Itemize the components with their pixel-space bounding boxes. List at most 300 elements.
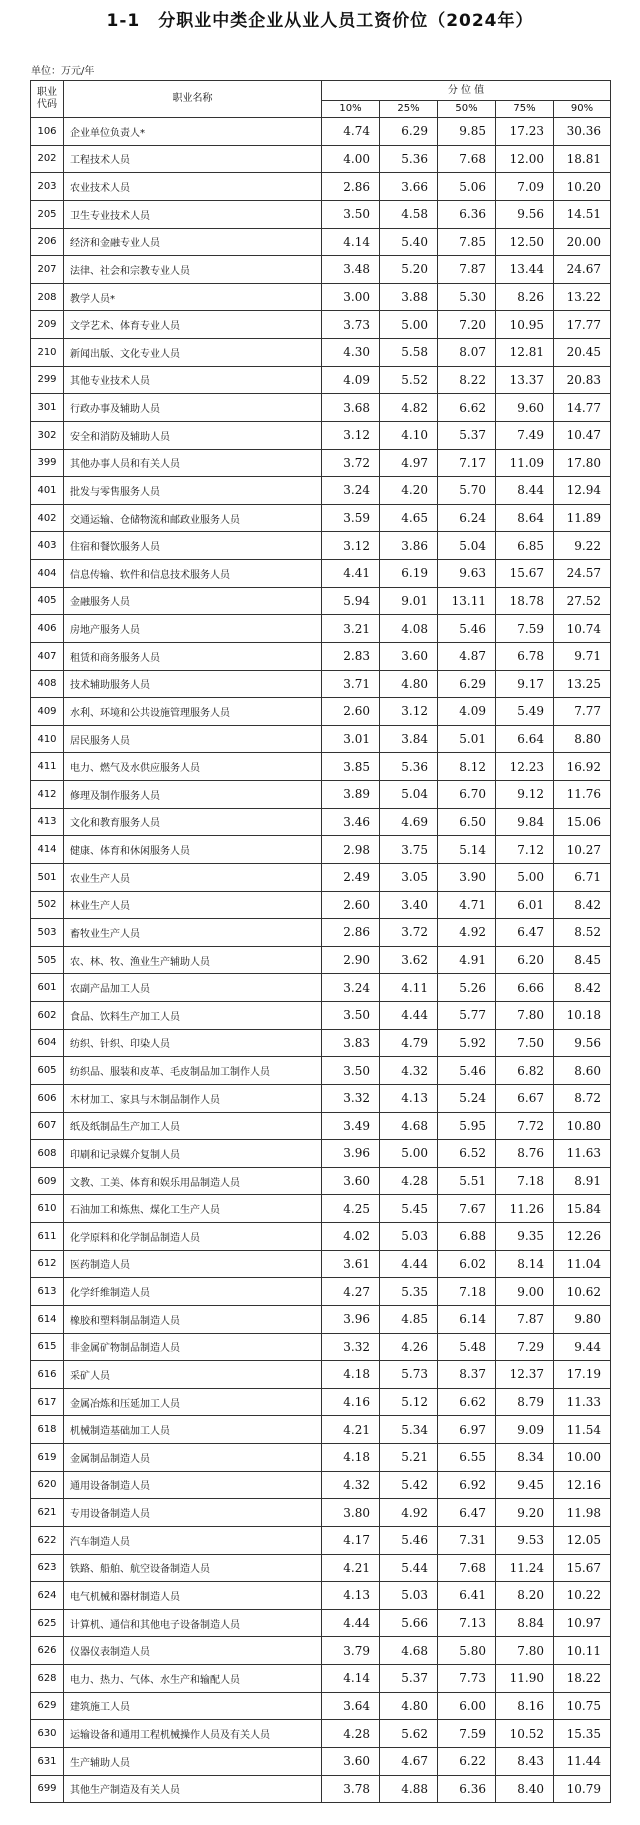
table-row: [31, 504, 611, 532]
value-p50: 7.20: [438, 311, 496, 339]
value-p50: 6.97: [438, 1416, 496, 1444]
table-row: [31, 1582, 611, 1610]
value-p25: 5.34: [380, 1416, 438, 1444]
value-p90: 10.22: [554, 1582, 611, 1610]
occupation-name: 林业生产人员: [64, 891, 322, 919]
value-p90: 18.22: [554, 1665, 611, 1693]
table-row: [31, 698, 611, 726]
occupation-code: 629: [31, 1692, 64, 1720]
table-row: [31, 228, 611, 256]
value-p10: 3.80: [322, 1499, 380, 1527]
value-p10: 2.86: [322, 919, 380, 947]
occupation-code: 610: [31, 1195, 64, 1223]
table-row: [31, 946, 611, 974]
value-p75: 6.66: [496, 974, 554, 1002]
value-p50: 6.52: [438, 1140, 496, 1168]
value-p50: 6.88: [438, 1223, 496, 1251]
occupation-name: 房地产服务人员: [64, 615, 322, 643]
value-p50: 7.31: [438, 1526, 496, 1554]
value-p50: 9.85: [438, 118, 496, 146]
table-row: [31, 615, 611, 643]
value-p25: 5.45: [380, 1195, 438, 1223]
table-row: [31, 1526, 611, 1554]
occupation-code: 399: [31, 449, 64, 477]
value-p50: 4.91: [438, 946, 496, 974]
table-row: [31, 1223, 611, 1251]
value-p75: 8.16: [496, 1692, 554, 1720]
value-p25: 4.65: [380, 504, 438, 532]
value-p75: 8.34: [496, 1444, 554, 1472]
occupation-code: 409: [31, 698, 64, 726]
value-p90: 10.80: [554, 1112, 611, 1140]
value-p75: 8.64: [496, 504, 554, 532]
occupation-name: 印刷和记录媒介复制人员: [64, 1140, 322, 1168]
value-p25: 5.12: [380, 1388, 438, 1416]
value-p10: 3.85: [322, 753, 380, 781]
value-p90: 14.51: [554, 200, 611, 228]
occupation-code: 624: [31, 1582, 64, 1610]
value-p10: 3.72: [322, 449, 380, 477]
occupation-code: 501: [31, 863, 64, 891]
value-p90: 9.56: [554, 1029, 611, 1057]
occupation-code: 406: [31, 615, 64, 643]
value-p10: 2.60: [322, 891, 380, 919]
value-p75: 9.56: [496, 200, 554, 228]
occupation-name: 农业生产人员: [64, 863, 322, 891]
value-p10: 4.32: [322, 1471, 380, 1499]
occupation-code: 613: [31, 1278, 64, 1306]
value-p25: 3.60: [380, 642, 438, 670]
value-p90: 9.71: [554, 642, 611, 670]
table-row: [31, 256, 611, 284]
value-p25: 5.36: [380, 753, 438, 781]
occupation-code: 616: [31, 1361, 64, 1389]
value-p90: 14.77: [554, 394, 611, 422]
value-p90: 10.00: [554, 1444, 611, 1472]
occupation-name: 石油加工和炼焦、煤化工生产人员: [64, 1195, 322, 1223]
value-p50: 7.59: [438, 1720, 496, 1748]
occupation-name: 卫生专业技术人员: [64, 200, 322, 228]
value-p25: 4.97: [380, 449, 438, 477]
value-p10: 3.01: [322, 725, 380, 753]
occupation-name: 纺织、针织、印染人员: [64, 1029, 322, 1057]
value-p25: 5.37: [380, 1665, 438, 1693]
value-p50: 4.92: [438, 919, 496, 947]
value-p10: 4.17: [322, 1526, 380, 1554]
value-p75: 8.20: [496, 1582, 554, 1610]
occupation-code: 208: [31, 283, 64, 311]
value-p90: 15.67: [554, 1554, 611, 1582]
value-p50: 6.92: [438, 1471, 496, 1499]
header-name: 职业名称: [64, 81, 322, 118]
value-p10: 4.14: [322, 1665, 380, 1693]
value-p50: 6.02: [438, 1250, 496, 1278]
value-p90: 11.76: [554, 781, 611, 809]
value-p10: 3.24: [322, 974, 380, 1002]
value-p10: 4.41: [322, 560, 380, 588]
value-p10: 2.83: [322, 642, 380, 670]
value-p90: 12.05: [554, 1526, 611, 1554]
value-p50: 6.14: [438, 1305, 496, 1333]
value-p75: 6.20: [496, 946, 554, 974]
value-p25: 6.29: [380, 118, 438, 146]
value-p90: 15.06: [554, 808, 611, 836]
value-p25: 5.03: [380, 1223, 438, 1251]
value-p50: 7.18: [438, 1278, 496, 1306]
occupation-name: 电力、热力、气体、水生产和输配人员: [64, 1665, 322, 1693]
table-row: [31, 1692, 611, 1720]
occupation-code: 408: [31, 670, 64, 698]
occupation-code: 407: [31, 642, 64, 670]
value-p75: 9.12: [496, 781, 554, 809]
value-p50: 5.37: [438, 421, 496, 449]
value-p90: 16.92: [554, 753, 611, 781]
occupation-code: 206: [31, 228, 64, 256]
occupation-name: 铁路、船舶、航空设备制造人员: [64, 1554, 322, 1582]
value-p75: 11.90: [496, 1665, 554, 1693]
value-p25: 4.79: [380, 1029, 438, 1057]
value-p75: 18.78: [496, 587, 554, 615]
value-p75: 6.67: [496, 1084, 554, 1112]
occupation-code: 209: [31, 311, 64, 339]
occupation-code: 106: [31, 118, 64, 146]
value-p50: 6.24: [438, 504, 496, 532]
occupation-name: 纺织品、服装和皮革、毛皮制品加工制作人员: [64, 1057, 322, 1085]
value-p75: 8.44: [496, 477, 554, 505]
value-p50: 5.51: [438, 1167, 496, 1195]
value-p90: 9.44: [554, 1333, 611, 1361]
value-p75: 12.81: [496, 339, 554, 367]
table-row: [31, 1112, 611, 1140]
value-p50: 4.09: [438, 698, 496, 726]
occupation-code: 612: [31, 1250, 64, 1278]
value-p10: 5.94: [322, 587, 380, 615]
occupation-name: 文教、工美、体育和娱乐用品制造人员: [64, 1167, 322, 1195]
value-p10: 3.50: [322, 1057, 380, 1085]
value-p75: 12.00: [496, 145, 554, 173]
value-p25: 5.00: [380, 1140, 438, 1168]
value-p90: 20.45: [554, 339, 611, 367]
value-p25: 3.86: [380, 532, 438, 560]
value-p50: 7.87: [438, 256, 496, 284]
occupation-name: 其他办事人员和有关人员: [64, 449, 322, 477]
occupation-code: 604: [31, 1029, 64, 1057]
value-p50: 7.67: [438, 1195, 496, 1223]
table-row: [31, 1278, 611, 1306]
value-p50: 6.29: [438, 670, 496, 698]
value-p75: 6.01: [496, 891, 554, 919]
table-row: [31, 449, 611, 477]
table-row: [31, 560, 611, 588]
value-p10: 3.71: [322, 670, 380, 698]
value-p25: 3.75: [380, 836, 438, 864]
value-p50: 6.70: [438, 781, 496, 809]
value-p50: 7.13: [438, 1609, 496, 1637]
value-p90: 11.44: [554, 1747, 611, 1775]
value-p75: 6.78: [496, 642, 554, 670]
occupation-name: 法律、社会和宗教专业人员: [64, 256, 322, 284]
occupation-code: 413: [31, 808, 64, 836]
value-p25: 5.62: [380, 1720, 438, 1748]
value-p25: 4.44: [380, 1002, 438, 1030]
table-row: [31, 1305, 611, 1333]
occupation-name: 采矿人员: [64, 1361, 322, 1389]
occupation-code: 620: [31, 1471, 64, 1499]
table-row: [31, 1775, 611, 1803]
value-p25: 5.66: [380, 1609, 438, 1637]
value-p50: 5.01: [438, 725, 496, 753]
value-p25: 5.73: [380, 1361, 438, 1389]
value-p90: 17.19: [554, 1361, 611, 1389]
value-p75: 8.43: [496, 1747, 554, 1775]
occupation-code: 414: [31, 836, 64, 864]
table-row: [31, 974, 611, 1002]
occupation-name: 租赁和商务服务人员: [64, 642, 322, 670]
value-p50: 6.36: [438, 1775, 496, 1803]
value-p75: 12.50: [496, 228, 554, 256]
value-p75: 8.76: [496, 1140, 554, 1168]
table-row: [31, 1747, 611, 1775]
value-p25: 5.42: [380, 1471, 438, 1499]
value-p75: 9.35: [496, 1223, 554, 1251]
value-p50: 8.07: [438, 339, 496, 367]
value-p25: 4.11: [380, 974, 438, 1002]
value-p75: 10.52: [496, 1720, 554, 1748]
value-p90: 12.26: [554, 1223, 611, 1251]
occupation-code: 207: [31, 256, 64, 284]
occupation-name: 金属制品制造人员: [64, 1444, 322, 1472]
occupation-code: 608: [31, 1140, 64, 1168]
occupation-code: 609: [31, 1167, 64, 1195]
occupation-code: 301: [31, 394, 64, 422]
value-p50: 5.95: [438, 1112, 496, 1140]
value-p50: 7.17: [438, 449, 496, 477]
value-p25: 6.19: [380, 560, 438, 588]
value-p25: 4.26: [380, 1333, 438, 1361]
value-p75: 7.12: [496, 836, 554, 864]
value-p75: 7.49: [496, 421, 554, 449]
value-p25: 4.67: [380, 1747, 438, 1775]
value-p25: 4.82: [380, 394, 438, 422]
occupation-name: 技术辅助服务人员: [64, 670, 322, 698]
occupation-name: 机械制造基础加工人员: [64, 1416, 322, 1444]
table-row: [31, 1167, 611, 1195]
value-p90: 11.63: [554, 1140, 611, 1168]
value-p50: 5.24: [438, 1084, 496, 1112]
value-p25: 5.20: [380, 256, 438, 284]
page-title: 1-1 分职业中类企业从业人员工资价位（2024年）: [106, 11, 534, 31]
value-p90: 11.98: [554, 1499, 611, 1527]
occupation-name: 经济和金融专业人员: [64, 228, 322, 256]
value-p10: 4.13: [322, 1582, 380, 1610]
occupation-code: 505: [31, 946, 64, 974]
header-p90: 90%: [554, 101, 611, 118]
occupation-name: 木材加工、家具与木制品制作人员: [64, 1084, 322, 1112]
value-p10: 2.90: [322, 946, 380, 974]
value-p90: 27.52: [554, 587, 611, 615]
occupation-name: 农、林、牧、渔业生产辅助人员: [64, 946, 322, 974]
value-p75: 13.37: [496, 366, 554, 394]
value-p10: 3.68: [322, 394, 380, 422]
value-p90: 8.91: [554, 1167, 611, 1195]
header-p10: 10%: [322, 101, 380, 118]
value-p50: 4.87: [438, 642, 496, 670]
table-row: [31, 863, 611, 891]
value-p90: 15.35: [554, 1720, 611, 1748]
occupation-name: 其他生产制造及有关人员: [64, 1775, 322, 1803]
value-p10: 3.12: [322, 421, 380, 449]
value-p10: 3.48: [322, 256, 380, 284]
occupation-name: 电气机械和器材制造人员: [64, 1582, 322, 1610]
table-row: [31, 1471, 611, 1499]
value-p75: 9.00: [496, 1278, 554, 1306]
occupation-name: 仪器仪表制造人员: [64, 1637, 322, 1665]
value-p50: 5.77: [438, 1002, 496, 1030]
occupation-name: 汽车制造人员: [64, 1526, 322, 1554]
table-row: [31, 670, 611, 698]
value-p50: 6.55: [438, 1444, 496, 1472]
occupation-name: 其他专业技术人员: [64, 366, 322, 394]
value-p90: 18.81: [554, 145, 611, 173]
value-p50: 6.00: [438, 1692, 496, 1720]
value-p50: 6.22: [438, 1747, 496, 1775]
value-p50: 8.22: [438, 366, 496, 394]
table-body: [31, 118, 611, 1803]
value-p25: 5.35: [380, 1278, 438, 1306]
occupation-code: 410: [31, 725, 64, 753]
table-row: [31, 1057, 611, 1085]
table-row: [31, 173, 611, 201]
occupation-name: 化学原料和化学制品制造人员: [64, 1223, 322, 1251]
value-p10: 3.79: [322, 1637, 380, 1665]
value-p25: 4.80: [380, 670, 438, 698]
value-p90: 10.27: [554, 836, 611, 864]
value-p25: 4.10: [380, 421, 438, 449]
table-row: [31, 283, 611, 311]
value-p75: 7.09: [496, 173, 554, 201]
occupation-code: 618: [31, 1416, 64, 1444]
table-row: [31, 1195, 611, 1223]
occupation-code: 405: [31, 587, 64, 615]
value-p90: 11.33: [554, 1388, 611, 1416]
value-p25: 4.44: [380, 1250, 438, 1278]
value-p50: 5.30: [438, 283, 496, 311]
value-p90: 8.80: [554, 725, 611, 753]
occupation-code: 615: [31, 1333, 64, 1361]
occupation-name: 水利、环境和公共设施管理服务人员: [64, 698, 322, 726]
occupation-code: 606: [31, 1084, 64, 1112]
value-p75: 9.84: [496, 808, 554, 836]
value-p25: 5.21: [380, 1444, 438, 1472]
table-row: [31, 1361, 611, 1389]
occupation-name: 住宿和餐饮服务人员: [64, 532, 322, 560]
value-p10: 4.16: [322, 1388, 380, 1416]
header-p75: 75%: [496, 101, 554, 118]
table-row: [31, 477, 611, 505]
table-row: [31, 1002, 611, 1030]
value-p25: 5.40: [380, 228, 438, 256]
value-p90: 24.57: [554, 560, 611, 588]
value-p75: 8.40: [496, 1775, 554, 1803]
value-p75: 12.37: [496, 1361, 554, 1389]
value-p90: 10.75: [554, 1692, 611, 1720]
occupation-code: 503: [31, 919, 64, 947]
table-row: [31, 1333, 611, 1361]
value-p90: 9.22: [554, 532, 611, 560]
table-row: [31, 1140, 611, 1168]
table-row: [31, 1444, 611, 1472]
salary-table: [30, 80, 611, 1803]
value-p10: 3.96: [322, 1140, 380, 1168]
value-p25: 3.84: [380, 725, 438, 753]
table-row: [31, 421, 611, 449]
value-p90: 10.11: [554, 1637, 611, 1665]
value-p90: 7.77: [554, 698, 611, 726]
value-p10: 4.25: [322, 1195, 380, 1223]
value-p75: 7.29: [496, 1333, 554, 1361]
occupation-name: 生产辅助人员: [64, 1747, 322, 1775]
occupation-code: 619: [31, 1444, 64, 1472]
table-row: [31, 836, 611, 864]
value-p10: 4.21: [322, 1416, 380, 1444]
unit-label: 单位：万元/年: [31, 66, 95, 77]
value-p10: 4.30: [322, 339, 380, 367]
table-row: [31, 394, 611, 422]
value-p90: 11.54: [554, 1416, 611, 1444]
occupation-name: 文学艺术、体育专业人员: [64, 311, 322, 339]
value-p25: 5.04: [380, 781, 438, 809]
value-p90: 10.62: [554, 1278, 611, 1306]
value-p75: 7.80: [496, 1002, 554, 1030]
value-p10: 2.98: [322, 836, 380, 864]
table-row: [31, 1665, 611, 1693]
occupation-name: 批发与零售服务人员: [64, 477, 322, 505]
value-p90: 10.18: [554, 1002, 611, 1030]
occupation-name: 建筑施工人员: [64, 1692, 322, 1720]
value-p25: 4.68: [380, 1637, 438, 1665]
value-p50: 5.92: [438, 1029, 496, 1057]
value-p50: 7.73: [438, 1665, 496, 1693]
value-p50: 8.37: [438, 1361, 496, 1389]
value-p50: 5.06: [438, 173, 496, 201]
occupation-code: 205: [31, 200, 64, 228]
value-p50: 5.80: [438, 1637, 496, 1665]
value-p25: 4.80: [380, 1692, 438, 1720]
value-p50: 13.11: [438, 587, 496, 615]
value-p10: 3.78: [322, 1775, 380, 1803]
occupation-code: 625: [31, 1609, 64, 1637]
value-p25: 4.88: [380, 1775, 438, 1803]
value-p50: 5.14: [438, 836, 496, 864]
value-p10: 3.24: [322, 477, 380, 505]
value-p75: 10.95: [496, 311, 554, 339]
value-p75: 9.20: [496, 1499, 554, 1527]
value-p90: 6.71: [554, 863, 611, 891]
occupation-name: 工程技术人员: [64, 145, 322, 173]
value-p90: 15.84: [554, 1195, 611, 1223]
value-p25: 3.72: [380, 919, 438, 947]
value-p75: 11.26: [496, 1195, 554, 1223]
value-p25: 3.62: [380, 946, 438, 974]
value-p10: 3.50: [322, 1002, 380, 1030]
value-p50: 5.04: [438, 532, 496, 560]
value-p90: 10.20: [554, 173, 611, 201]
value-p90: 8.72: [554, 1084, 611, 1112]
value-p50: 6.36: [438, 200, 496, 228]
value-p10: 3.59: [322, 504, 380, 532]
occupation-name: 新闻出版、文化专业人员: [64, 339, 322, 367]
table-row: [31, 366, 611, 394]
